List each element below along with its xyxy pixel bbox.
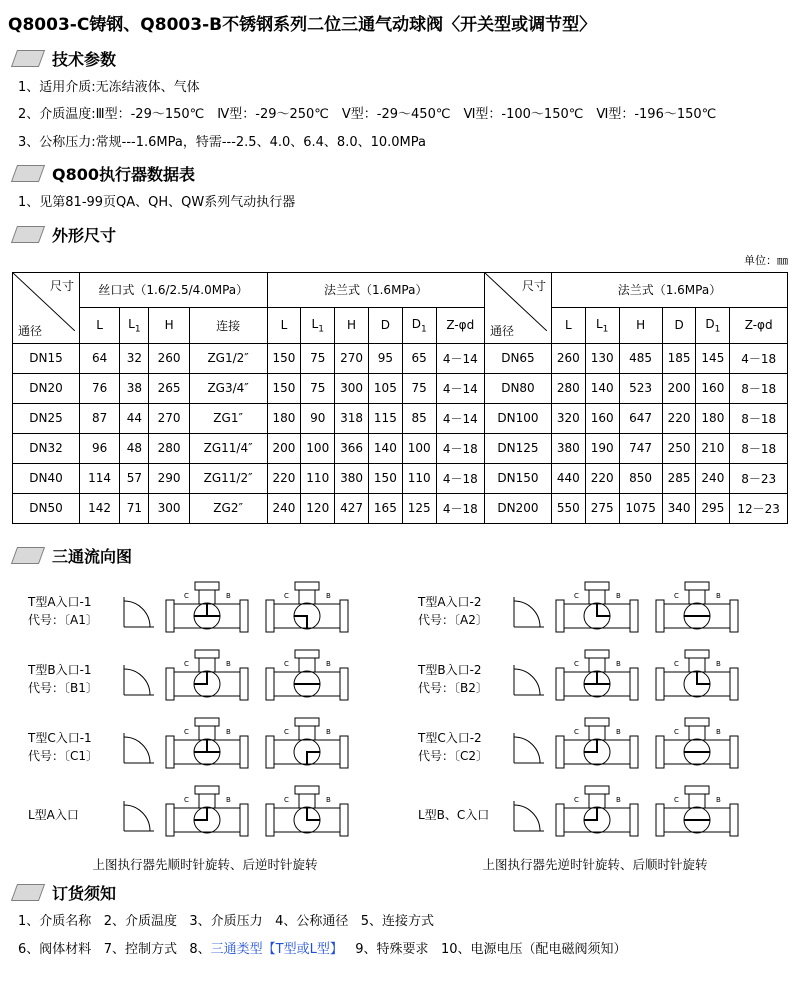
cell: 57 bbox=[120, 463, 149, 493]
svg-text:C: C bbox=[574, 727, 579, 736]
flow-cell-a1 bbox=[10, 580, 400, 642]
col-head-flangeR-L: L bbox=[551, 308, 585, 344]
flow-label-c1: T型C入口-1 代号：〔C1〕 bbox=[28, 730, 99, 763]
cell: 100 bbox=[301, 433, 335, 463]
flow-diagram-grid bbox=[10, 577, 790, 875]
cell: 125 bbox=[402, 493, 436, 523]
cell: ZG2″ bbox=[189, 493, 267, 523]
flow-note-left: 上图执行器先顺时针旋转、后逆时针旋转 bbox=[92, 856, 318, 872]
cell: 142 bbox=[80, 493, 120, 523]
actuator-line-1: 1、见第81-99页QA、QH、QW系列气动执行器 bbox=[18, 195, 296, 211]
cell: 100 bbox=[402, 433, 436, 463]
valve-diagram-icon bbox=[654, 784, 740, 846]
col-head-thread-L: L bbox=[80, 308, 120, 344]
cell-dn-right: DN125 bbox=[484, 433, 551, 463]
cell: 270 bbox=[335, 343, 369, 373]
cell: 290 bbox=[149, 463, 189, 493]
valve-diagram-icon bbox=[554, 580, 640, 642]
valve-diagram-icon bbox=[554, 648, 640, 710]
cell: 260 bbox=[551, 343, 585, 373]
flow-label-a1: T型A入口-1 代号：〔A1〕 bbox=[28, 594, 98, 627]
section-title-actuator: Q800执行器数据表 bbox=[52, 165, 196, 185]
order-item: 2、介质温度 bbox=[103, 913, 177, 929]
valve-pair-l-a bbox=[158, 784, 350, 846]
cell-dn-left: DN15 bbox=[13, 343, 80, 373]
cell: 8－23 bbox=[730, 463, 788, 493]
flow-row bbox=[10, 577, 790, 645]
cell-dn-right: DN80 bbox=[484, 373, 551, 403]
tech-line-3: 3、公称压力:常规---1.6MPa，特需---2.5、4.0、6.4、8.0、10.0MPa bbox=[18, 134, 426, 150]
section-marker-icon bbox=[11, 547, 45, 564]
order-line-2 bbox=[0, 936, 800, 964]
flow-cell-l-a bbox=[10, 784, 400, 846]
cell: 4－18 bbox=[436, 463, 484, 493]
cell: 4－18 bbox=[730, 343, 788, 373]
corner-label-top: 尺寸 bbox=[49, 278, 74, 293]
valve-diagram-icon bbox=[264, 784, 350, 846]
cell: 120 bbox=[301, 493, 335, 523]
cell: 140 bbox=[368, 433, 402, 463]
corner-cell-right bbox=[484, 272, 551, 343]
svg-text:B: B bbox=[616, 795, 621, 804]
col-head-flangeR-Zd: Z-φd bbox=[730, 308, 788, 344]
cell: 76 bbox=[80, 373, 120, 403]
svg-text:C: C bbox=[184, 727, 189, 736]
section-header-dimensions bbox=[0, 217, 800, 250]
cell: 160 bbox=[585, 403, 619, 433]
cell: 48 bbox=[120, 433, 149, 463]
order-item: 6、阀体材料 bbox=[18, 941, 92, 957]
table-row bbox=[13, 403, 788, 433]
cell: 185 bbox=[662, 343, 696, 373]
rotation-arc-icon bbox=[510, 727, 548, 767]
flow-row bbox=[10, 713, 790, 781]
table-row bbox=[13, 433, 788, 463]
table-header-row-1 bbox=[13, 272, 788, 307]
col-head-flangeR-D1: $D_1$ bbox=[696, 308, 730, 344]
cell: 4－14 bbox=[436, 403, 484, 433]
tech-line-2: 2、介质温度:Ⅲ型：-29～150℃ Ⅳ型：-29～250℃ Ⅴ型：-29～450℃ Ⅵ型：-100～150℃ Ⅵ型：-196～150℃ bbox=[18, 107, 717, 123]
rotation-arc-icon bbox=[510, 795, 548, 835]
cell: 427 bbox=[335, 493, 369, 523]
cell: 8－18 bbox=[730, 373, 788, 403]
cell: 850 bbox=[619, 463, 662, 493]
cell: 250 bbox=[662, 433, 696, 463]
section-title-order: 订货须知 bbox=[52, 883, 117, 903]
cell: ZG1″ bbox=[189, 403, 267, 433]
flow-note-right: 上图执行器先逆时针旋转、后顺时针旋转 bbox=[482, 856, 708, 872]
valve-diagram-icon bbox=[654, 716, 740, 778]
valve-pair-c2 bbox=[548, 716, 740, 778]
cell: 140 bbox=[585, 373, 619, 403]
flow-label-l-a: L型A入口 bbox=[28, 807, 79, 822]
cell: 160 bbox=[696, 373, 730, 403]
cell: 110 bbox=[301, 463, 335, 493]
cell: 200 bbox=[267, 433, 301, 463]
cell: 75 bbox=[301, 343, 335, 373]
svg-text:B: B bbox=[226, 795, 231, 804]
tech-line-1: 1、适用介质:无冻结液体、气体 bbox=[18, 80, 200, 95]
section-marker-icon bbox=[11, 50, 45, 67]
section-header-actuator bbox=[0, 156, 800, 189]
table-row bbox=[13, 493, 788, 523]
corner-label-bottom: 通径 bbox=[18, 323, 43, 338]
svg-text:B: B bbox=[616, 591, 621, 600]
cell: 8－18 bbox=[730, 403, 788, 433]
cell: 220 bbox=[662, 403, 696, 433]
cell: 115 bbox=[368, 403, 402, 433]
valve-diagram-icon bbox=[264, 716, 350, 778]
col-head-flangeR-L1: $L_1$ bbox=[585, 308, 619, 344]
order-item: 8、 bbox=[189, 941, 211, 957]
cell: 75 bbox=[301, 373, 335, 403]
svg-text:B: B bbox=[716, 727, 721, 736]
svg-text:B: B bbox=[326, 659, 331, 668]
col-head-flangeR-D: D bbox=[662, 308, 696, 344]
cell: 32 bbox=[120, 343, 149, 373]
valve-diagram-icon bbox=[654, 648, 740, 710]
cell: 4－14 bbox=[436, 343, 484, 373]
cell-dn-left: DN50 bbox=[13, 493, 80, 523]
cell: 270 bbox=[149, 403, 189, 433]
svg-text:C: C bbox=[284, 727, 289, 736]
cell: ZG1/2″ bbox=[189, 343, 267, 373]
cell: 275 bbox=[585, 493, 619, 523]
cell: 150 bbox=[267, 343, 301, 373]
svg-text:C: C bbox=[674, 795, 679, 804]
cell: 75 bbox=[402, 373, 436, 403]
svg-text:C: C bbox=[574, 591, 579, 600]
section-title-tech: 技术参数 bbox=[52, 50, 117, 69]
cell: 300 bbox=[335, 373, 369, 403]
cell: 280 bbox=[551, 373, 585, 403]
table-row bbox=[13, 373, 788, 403]
cell: 8－18 bbox=[730, 433, 788, 463]
col-head-thread-conn: 连接 bbox=[189, 308, 267, 344]
cell: ZG3/4″ bbox=[189, 373, 267, 403]
cell: 64 bbox=[80, 343, 120, 373]
cell: 65 bbox=[402, 343, 436, 373]
col-head-flangeL-L: L bbox=[267, 308, 301, 344]
valve-pair-l-bc bbox=[548, 784, 740, 846]
cell: 220 bbox=[585, 463, 619, 493]
cell-dn-left: DN20 bbox=[13, 373, 80, 403]
col-head-flangeR-H: H bbox=[619, 308, 662, 344]
valve-pair-b1 bbox=[158, 648, 350, 710]
cell: 240 bbox=[696, 463, 730, 493]
flow-notes bbox=[10, 849, 790, 875]
flow-cell-b1 bbox=[10, 648, 400, 710]
order-item: 3、介质压力 bbox=[189, 913, 263, 929]
cell: 380 bbox=[335, 463, 369, 493]
svg-text:B: B bbox=[226, 659, 231, 668]
svg-text:C: C bbox=[184, 795, 189, 804]
group-header-flange-left: 法兰式（1.6MPa） bbox=[267, 272, 484, 307]
table-row bbox=[13, 343, 788, 373]
cell: 180 bbox=[267, 403, 301, 433]
section-marker-icon bbox=[11, 884, 45, 901]
flow-row bbox=[10, 781, 790, 849]
cell: 4－18 bbox=[436, 493, 484, 523]
order-item: 9、特殊要求 bbox=[355, 941, 429, 957]
svg-text:C: C bbox=[284, 659, 289, 668]
cell: 4－14 bbox=[436, 373, 484, 403]
cell-dn-left: DN32 bbox=[13, 433, 80, 463]
svg-text:C: C bbox=[284, 795, 289, 804]
valve-pair-b2 bbox=[548, 648, 740, 710]
flow-label-b2: T型B入口-2 代号：〔B2〕 bbox=[418, 662, 488, 695]
cell: 320 bbox=[551, 403, 585, 433]
col-head-thread-H: H bbox=[149, 308, 189, 344]
valve-diagram-icon bbox=[264, 648, 350, 710]
rotation-arc-icon bbox=[120, 795, 158, 835]
flow-row bbox=[10, 645, 790, 713]
section-title-dimensions: 外形尺寸 bbox=[52, 225, 117, 245]
cell: 150 bbox=[368, 463, 402, 493]
cell: 114 bbox=[80, 463, 120, 493]
svg-text:B: B bbox=[716, 659, 721, 668]
cell: 1075 bbox=[619, 493, 662, 523]
table-row bbox=[13, 463, 788, 493]
section-marker-icon bbox=[11, 165, 45, 182]
svg-text:B: B bbox=[226, 591, 231, 600]
svg-text:C: C bbox=[184, 659, 189, 668]
order-item: 10、电源电压（配电磁阀须知） bbox=[440, 941, 627, 957]
order-item: 4、公称通径 bbox=[275, 913, 349, 929]
cell: ZG11/2″ bbox=[189, 463, 267, 493]
cell-dn-left: DN40 bbox=[13, 463, 80, 493]
section-header-flow bbox=[0, 538, 800, 571]
cell: 180 bbox=[696, 403, 730, 433]
cell: 130 bbox=[585, 343, 619, 373]
cell: 523 bbox=[619, 373, 662, 403]
cell: 110 bbox=[402, 463, 436, 493]
svg-text:C: C bbox=[574, 659, 579, 668]
valve-diagram-icon bbox=[654, 580, 740, 642]
cell: 90 bbox=[301, 403, 335, 433]
cell: 380 bbox=[551, 433, 585, 463]
cell: 747 bbox=[619, 433, 662, 463]
section-title-flow: 三通流向图 bbox=[52, 546, 133, 566]
cell: 485 bbox=[619, 343, 662, 373]
flow-cell-l-bc bbox=[400, 784, 790, 846]
cell: 210 bbox=[696, 433, 730, 463]
cell: 44 bbox=[120, 403, 149, 433]
svg-text:B: B bbox=[326, 591, 331, 600]
flow-cell-c2 bbox=[400, 716, 790, 778]
svg-text:B: B bbox=[616, 727, 621, 736]
svg-text:C: C bbox=[574, 795, 579, 804]
order-item: 7、控制方式 bbox=[103, 941, 177, 957]
cell: 95 bbox=[368, 343, 402, 373]
svg-text:C: C bbox=[284, 591, 289, 600]
cell: ZG11/4″ bbox=[189, 433, 267, 463]
valve-diagram-icon bbox=[264, 580, 350, 642]
col-head-flangeL-Zd: Z-φd bbox=[436, 308, 484, 344]
cell: 105 bbox=[368, 373, 402, 403]
valve-diagram-icon bbox=[554, 716, 640, 778]
cell: 260 bbox=[149, 343, 189, 373]
cell: 96 bbox=[80, 433, 120, 463]
svg-text:C: C bbox=[184, 591, 189, 600]
cell: 318 bbox=[335, 403, 369, 433]
flow-cell-b2 bbox=[400, 648, 790, 710]
corner-label-top: 尺寸 bbox=[521, 278, 546, 293]
cell: 200 bbox=[662, 373, 696, 403]
cell-dn-left: DN25 bbox=[13, 403, 80, 433]
col-head-flangeL-D: D bbox=[368, 308, 402, 344]
order-item: 1、介质名称 bbox=[18, 913, 92, 929]
cell: 340 bbox=[662, 493, 696, 523]
svg-text:B: B bbox=[716, 795, 721, 804]
cell: 440 bbox=[551, 463, 585, 493]
svg-text:B: B bbox=[716, 591, 721, 600]
svg-text:B: B bbox=[326, 727, 331, 736]
svg-text:B: B bbox=[616, 659, 621, 668]
section-marker-icon bbox=[11, 226, 45, 243]
valve-pair-a2 bbox=[548, 580, 740, 642]
cell-dn-right: DN200 bbox=[484, 493, 551, 523]
rotation-arc-icon bbox=[120, 591, 158, 631]
valve-pair-c1 bbox=[158, 716, 350, 778]
svg-text:C: C bbox=[674, 591, 679, 600]
flow-label-a2: T型A入口-2 代号：〔A2〕 bbox=[418, 594, 488, 627]
group-header-thread: 丝口式（1.6/2.5/4.0MPa） bbox=[80, 272, 268, 307]
svg-text:C: C bbox=[674, 659, 679, 668]
rotation-arc-icon bbox=[510, 591, 548, 631]
dimensions-unit-label: 单位：㎜ bbox=[744, 253, 788, 267]
cell: 12－23 bbox=[730, 493, 788, 523]
cell: 71 bbox=[120, 493, 149, 523]
col-head-flangeL-H: H bbox=[335, 308, 369, 344]
flow-label-l-bc: L型B、C入口 bbox=[418, 807, 490, 822]
order-item-highlight: 三通类型【T型或L型】 bbox=[210, 941, 343, 957]
valve-pair-a1 bbox=[158, 580, 350, 642]
cell-dn-right: DN150 bbox=[484, 463, 551, 493]
cell: 145 bbox=[696, 343, 730, 373]
valve-diagram-icon bbox=[164, 784, 250, 846]
svg-text:B: B bbox=[326, 795, 331, 804]
col-head-thread-L1: $L_1$ bbox=[120, 308, 149, 344]
cell: 295 bbox=[696, 493, 730, 523]
order-line-1 bbox=[0, 908, 800, 936]
cell: 285 bbox=[662, 463, 696, 493]
flow-label-c2: T型C入口-2 代号：〔C2〕 bbox=[418, 730, 489, 763]
rotation-arc-icon bbox=[120, 727, 158, 767]
order-item: 5、连接方式 bbox=[360, 913, 435, 929]
cell: 240 bbox=[267, 493, 301, 523]
cell: 280 bbox=[149, 433, 189, 463]
cell-dn-right: DN65 bbox=[484, 343, 551, 373]
svg-text:B: B bbox=[226, 727, 231, 736]
col-head-flangeL-L1: $L_1$ bbox=[301, 308, 335, 344]
corner-cell-left bbox=[13, 272, 80, 343]
rotation-arc-icon bbox=[510, 659, 548, 699]
cell: 190 bbox=[585, 433, 619, 463]
cell: 87 bbox=[80, 403, 120, 433]
cell: 85 bbox=[402, 403, 436, 433]
page-title: Q8003-C铸钢、Q8003-B不锈钢系列二位三通气动球阀〈开关型或调节型〉 bbox=[8, 15, 597, 35]
cell-dn-right: DN100 bbox=[484, 403, 551, 433]
cell: 165 bbox=[368, 493, 402, 523]
col-head-flangeL-D1: $D_1$ bbox=[402, 308, 436, 344]
valve-diagram-icon bbox=[164, 580, 250, 642]
flow-label-b1: T型B入口-1 代号：〔B1〕 bbox=[28, 662, 98, 695]
cell: 550 bbox=[551, 493, 585, 523]
cell: 150 bbox=[267, 373, 301, 403]
valve-diagram-icon bbox=[164, 648, 250, 710]
rotation-arc-icon bbox=[120, 659, 158, 699]
cell: 366 bbox=[335, 433, 369, 463]
section-header-order bbox=[0, 875, 800, 908]
cell: 4－18 bbox=[436, 433, 484, 463]
dimensions-table bbox=[12, 272, 788, 524]
cell: 647 bbox=[619, 403, 662, 433]
valve-diagram-icon bbox=[164, 716, 250, 778]
flow-cell-a2 bbox=[400, 580, 790, 642]
cell: 220 bbox=[267, 463, 301, 493]
cell: 265 bbox=[149, 373, 189, 403]
corner-label-bottom: 通径 bbox=[489, 323, 514, 338]
table-header-row-2 bbox=[13, 308, 788, 344]
valve-diagram-icon bbox=[554, 784, 640, 846]
flow-cell-c1 bbox=[10, 716, 400, 778]
section-header-tech bbox=[0, 41, 800, 74]
cell: 38 bbox=[120, 373, 149, 403]
cell: 300 bbox=[149, 493, 189, 523]
svg-text:C: C bbox=[674, 727, 679, 736]
group-header-flange-right: 法兰式（1.6MPa） bbox=[551, 272, 787, 307]
